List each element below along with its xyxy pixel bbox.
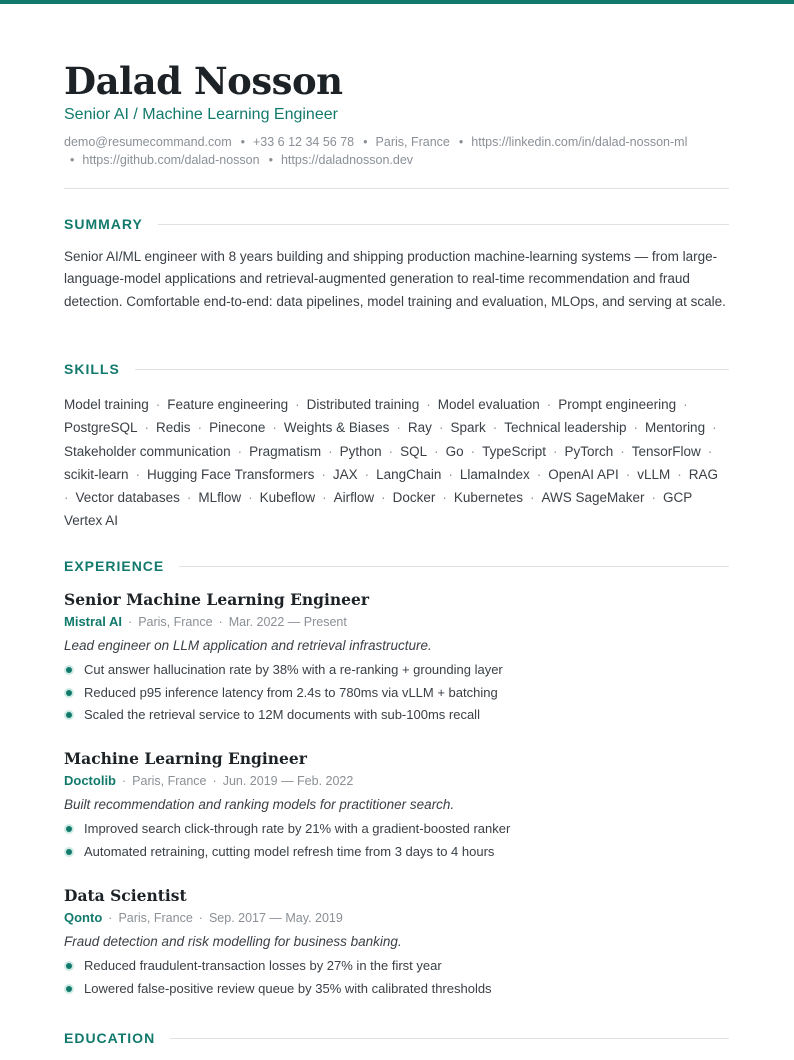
summary-section-header: [64, 214, 729, 234]
contact-separator: •: [240, 135, 245, 149]
job-role: Senior Machine Learning Engineer: [64, 590, 370, 609]
skill-item: Distributed training: [306, 397, 420, 412]
skill-item: Airflow: [333, 490, 375, 506]
skill-separator: ·: [442, 490, 447, 506]
skill-separator: ·: [64, 490, 69, 506]
job-dates: Sep. 2017 — May. 2019: [208, 911, 343, 925]
section-title: SUMMARY: [64, 216, 143, 232]
skill-item: OpenAI API: [548, 466, 619, 482]
skill-item: Model evaluation: [437, 397, 540, 412]
skill-item: RAG: [688, 466, 719, 482]
job-meta: [64, 770, 729, 792]
skill-item: AWS SageMaker: [541, 490, 645, 506]
skill-separator: ·: [155, 397, 161, 412]
skill-item: LlamaIndex: [459, 466, 530, 482]
skills-line: [64, 416, 729, 439]
skill-separator: ·: [448, 466, 453, 482]
job-bullets: [64, 955, 729, 1000]
contact-separator: •: [268, 153, 273, 167]
job-company: Qonto: [64, 910, 103, 925]
experience-entry: [64, 748, 729, 863]
job-bullets: [64, 659, 729, 727]
job-role: Machine Learning Engineer: [64, 749, 307, 768]
contact-row-2: [64, 151, 729, 169]
job-meta: [64, 907, 729, 929]
job-location: Paris, France: [132, 774, 207, 788]
skill-separator: ·: [186, 490, 192, 506]
contact-row-1: [64, 133, 729, 151]
skill-item: Vertex AI: [64, 513, 119, 529]
skill-separator: ·: [536, 466, 542, 482]
skills-line: [64, 509, 729, 532]
skill-item: Spark: [450, 420, 486, 436]
section-title: SKILLS: [64, 361, 120, 377]
section-divider: [158, 224, 729, 225]
contact-separator: •: [70, 153, 75, 167]
contact-info: [64, 133, 729, 169]
skill-item: MLflow: [198, 490, 242, 506]
skill-item: Ray: [407, 420, 432, 436]
skill-item: Go: [445, 443, 464, 459]
skill-item: Python: [339, 443, 382, 459]
accent-top-bar: [0, 0, 794, 4]
job-bullet: [64, 978, 729, 1001]
experience-section-header: [64, 556, 729, 576]
header-divider: [64, 188, 729, 189]
education-section-header: [64, 1028, 729, 1048]
bullet-text: Cut answer hallucination rate by 38% with a re-ranking + grounding layer: [84, 662, 503, 677]
skills-line: [64, 463, 729, 486]
skill-separator: ·: [388, 443, 394, 459]
skill-separator: ·: [197, 420, 203, 436]
bullet-text: Improved search click-through rate by 21% with a gradient-boosted ranker: [84, 821, 511, 836]
skills-list: [64, 393, 729, 533]
skill-separator: ·: [322, 490, 327, 506]
skill-item: PyTorch: [564, 443, 614, 459]
job-bullet: [64, 704, 729, 727]
job-bullets: [64, 818, 729, 863]
bullet-text: Reduced p95 inference latency from 2.4s to 780ms via vLLM + batching: [84, 684, 498, 700]
meta-separator: ·: [212, 774, 217, 788]
skill-item: LangChain: [376, 466, 442, 482]
meta-separator: ·: [198, 911, 203, 925]
skill-separator: ·: [321, 466, 326, 482]
skill-item: JAX: [332, 466, 358, 482]
skill-separator: ·: [529, 490, 535, 506]
skill-separator: ·: [620, 443, 625, 459]
skill-item: Kubeflow: [259, 490, 316, 506]
bullet-icon: [66, 667, 72, 673]
job-dates: Mar. 2022 — Present: [228, 615, 347, 629]
skill-item: Hugging Face Transformers: [147, 466, 315, 482]
contact-separator: •: [458, 135, 464, 149]
bullet-text: Automated retraining, cutting model refresh time from 3 days to 4 hours: [84, 843, 495, 859]
skill-separator: ·: [328, 443, 333, 459]
skill-item: scikit-learn: [64, 466, 129, 482]
linkedin-link[interactable]: https://linkedin.com/in/dalad-nosson-ml: [471, 135, 688, 149]
skill-separator: ·: [248, 490, 253, 506]
email-link[interactable]: demo@resumecommand.com: [64, 135, 232, 149]
job-bullet: [64, 955, 729, 978]
contact-separator: •: [363, 135, 368, 149]
skills-section-header: [64, 359, 729, 379]
skill-separator: ·: [470, 443, 476, 459]
meta-separator: ·: [128, 615, 133, 629]
bullet-icon: [66, 963, 72, 969]
skill-separator: ·: [396, 420, 401, 436]
skill-item: Kubernetes: [453, 490, 523, 506]
job-meta: [64, 611, 729, 633]
skill-separator: ·: [625, 466, 631, 482]
candidate-name: Dalad Nosson: [64, 59, 343, 103]
meta-separator: ·: [122, 774, 127, 788]
job-summary: Fraud detection and risk modelling for business banking.: [64, 934, 402, 949]
skill-separator: ·: [434, 443, 439, 459]
skill-separator: ·: [364, 466, 370, 482]
skill-item: vLLM: [637, 466, 671, 482]
skill-separator: ·: [492, 420, 498, 436]
meta-separator: ·: [108, 911, 113, 925]
skill-item: Model training: [64, 397, 149, 412]
skill-item: Feature engineering: [167, 397, 289, 412]
job-company: Doctolib: [64, 773, 116, 788]
skill-separator: ·: [633, 420, 639, 436]
skill-item: TypeScript: [482, 443, 546, 459]
job-bullet: [64, 841, 729, 864]
skill-separator: ·: [272, 420, 277, 436]
skill-item: GCP: [663, 490, 693, 506]
section-title: EXPERIENCE: [64, 558, 165, 574]
bullet-icon: [66, 826, 72, 832]
skill-item: TensorFlow: [631, 443, 701, 459]
skill-separator: ·: [237, 443, 243, 459]
summary-text: Senior AI/ML engineer with 8 years building and shipping production machine-learning systems — from large-language-model applications and retrieval-augmented generation to real-time recommendation and fraud detection. Comfortable end-to-end: data pipelines, model training and evaluation, MLOps, and serving at scale.: [64, 249, 726, 309]
skill-separator: ·: [144, 420, 150, 436]
skill-item: PostgreSQL: [64, 420, 138, 436]
skill-separator: ·: [381, 490, 386, 506]
meta-separator: ·: [218, 615, 223, 629]
skill-separator: ·: [651, 490, 657, 506]
section-divider: [135, 369, 729, 370]
job-role: Data Scientist: [64, 886, 187, 905]
bullet-icon: [66, 986, 72, 992]
skill-item: Mentoring: [645, 420, 706, 436]
skill-item: Weights & Biases: [283, 420, 390, 436]
skill-separator: ·: [426, 397, 431, 412]
job-company: Mistral AI: [64, 614, 123, 629]
github-link[interactable]: https://github.com/dalad-nosson: [82, 153, 260, 167]
skill-separator: ·: [438, 420, 444, 436]
skills-line: [64, 393, 729, 416]
candidate-title: Senior AI / Machine Learning Engineer: [64, 106, 338, 123]
skill-separator: ·: [677, 466, 682, 482]
job-bullet: [64, 682, 729, 705]
section-divider: [179, 566, 729, 567]
skills-line: [64, 486, 729, 509]
skill-item: Prompt engineering: [558, 397, 677, 412]
skill-separator: ·: [546, 397, 552, 412]
job-bullet: [64, 659, 729, 682]
job-location: Paris, France: [118, 911, 193, 925]
bullet-icon: [66, 712, 72, 718]
skill-item: Pinecone: [209, 420, 266, 436]
section-divider: [170, 1038, 729, 1039]
job-summary: Lead engineer on LLM application and retrieval infrastructure.: [64, 638, 432, 653]
skill-separator: ·: [552, 443, 558, 459]
bullet-text: Lowered false-positive review queue by 35% with calibrated thresholds: [84, 980, 492, 996]
skill-separator: ·: [295, 397, 300, 412]
skill-separator: ·: [135, 466, 141, 482]
job-dates: Jun. 2019 — Feb. 2022: [222, 774, 354, 788]
job-bullet: [64, 818, 729, 841]
phone-number[interactable]: +33 6 12 34 56 78: [253, 135, 355, 149]
location-text: Paris, France: [375, 135, 450, 149]
skill-separator: ·: [683, 397, 688, 412]
skill-separator: ·: [707, 443, 713, 459]
bullet-text: Reduced fraudulent-transaction losses by 27% in the first year: [84, 958, 442, 973]
experience-entry: [64, 885, 729, 1000]
experience-entry: [64, 589, 729, 727]
skill-item: Redis: [156, 420, 191, 436]
skill-item: Pragmatism: [249, 443, 322, 459]
bullet-icon: [66, 849, 72, 855]
job-location: Paris, France: [138, 615, 213, 629]
bullet-icon: [66, 690, 72, 696]
skill-item: Technical leadership: [504, 420, 627, 436]
skill-item: Vector databases: [75, 490, 180, 506]
website-link[interactable]: https://daladnosson.dev: [280, 153, 414, 167]
skill-item: Stakeholder communication: [64, 443, 231, 459]
skill-item: Docker: [392, 490, 436, 506]
skill-item: SQL: [400, 443, 428, 459]
skill-separator: ·: [712, 420, 717, 436]
job-summary: Built recommendation and ranking models for practitioner search.: [64, 797, 455, 812]
section-title: EDUCATION: [64, 1030, 156, 1046]
bullet-text: Scaled the retrieval service to 12M documents with sub-100ms recall: [84, 707, 480, 723]
skills-line: [64, 440, 729, 463]
